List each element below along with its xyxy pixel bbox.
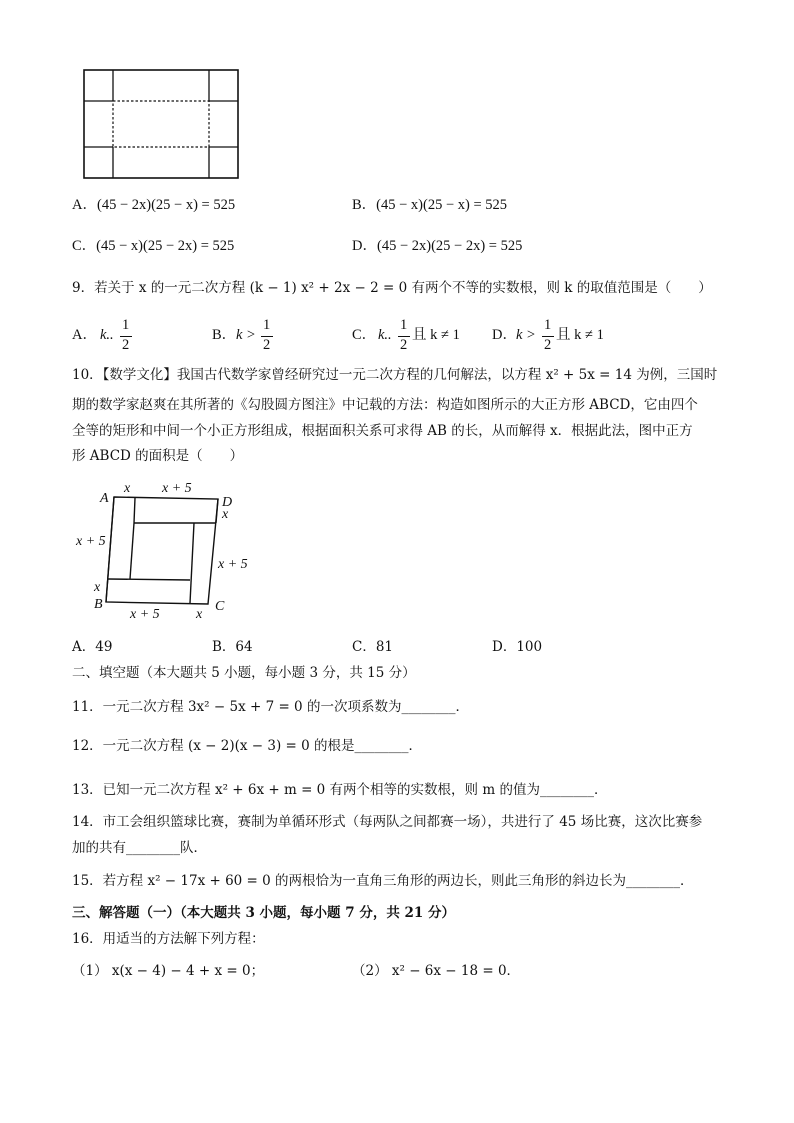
q10-option-c[interactable] [352,638,393,656]
label-xp5-bottom: x + 5 [130,607,160,622]
q10-line-2: 期的数学家赵爽在其所著的《勾股圆方图注》中记载的方法：构造如图所示的大正方形 ABCD，它由四个 [72,397,698,413]
option-relation: k.. [378,327,392,343]
label-x-bottom: x [196,607,203,622]
fraction-denominator: 2 [544,337,552,353]
label-x-top: x [124,481,131,496]
fraction-numerator: 1 [122,317,130,333]
option-value: 100 [516,639,543,655]
q10-line-4: 形 ABCD 的面积是（ ） [72,448,244,464]
option-label: C． [352,327,377,343]
q10-zhaoshuang-figure [72,478,262,626]
option-value: 81 [375,639,394,655]
vertex-a-label: A [100,491,109,506]
q10-option-b[interactable] [212,638,253,656]
option-condition: 且 k ≠ 1 [412,327,460,343]
vertex-c-label: C [215,599,225,614]
fraction-numerator: 1 [263,317,271,333]
q14-line-2: 加的共有________队． [72,840,207,856]
q15: 15．若方程 x² − 17x + 60 = 0 的两根恰为一直角三角形的两边长，则此三角形的斜边长为________． [72,873,694,889]
fraction-denominator: 2 [122,337,130,353]
option-label: A． [72,327,97,343]
label-x-right: x [222,507,229,522]
q13: 13．已知一元二次方程 x² + 6x + m = 0 有两个相等的实数根，则 m 的值为________． [72,782,608,798]
option-expr: (45 − x)(25 − x) = 525 [376,197,508,213]
q8-option-c[interactable] [72,237,234,255]
option-label: D． [492,327,517,343]
q8-option-b[interactable] [352,196,507,214]
option-label: C． [352,639,376,655]
label-xp5-top: x + 5 [162,481,192,496]
fraction-denominator: 2 [263,337,271,353]
option-expr: (45 − x)(25 − 2x) = 525 [96,238,235,254]
q8-option-a[interactable] [72,196,235,214]
label-x-left: x [94,580,101,595]
label-xp5-left: x + 5 [76,534,106,549]
q10-option-d[interactable] [492,638,542,656]
vertex-b-label: B [94,597,103,612]
q11: 11．一元二次方程 3x² − 5x + 7 = 0 的一次项系数为________． [72,699,469,715]
option-label: B． [352,197,377,213]
option-condition: 且 k ≠ 1 [556,327,604,343]
option-label: C． [72,238,97,254]
fraction-numerator: 1 [544,317,552,333]
option-relation: k > [516,327,536,343]
option-relation: k > [236,327,256,343]
option-value: 49 [95,639,113,655]
section-3-title: 三、解答题（一）（本大题共 3 小题，每小题 7 分，共 21 分） [72,905,456,921]
option-label: D． [352,238,377,254]
q12: 12．一元二次方程 (x − 2)(x − 3) = 0 的根是________． [72,738,423,754]
q10-line-3: 全等的矩形和中间一个小正方形组成，根据面积关系可求得 AB 的长，从而解得 x．根据此法，图中正方 [72,423,693,439]
q10-line-1: 10．【数学文化】我国古代数学家曾经研究过一元二次方程的几何解法，以方程 x² + 5x = 14 为例，三国时 [72,367,718,383]
option-expr: (45 − 2x)(25 − x) = 525 [96,197,236,213]
q16-part-2: （2） x² − 6x − 18 = 0． [352,963,521,979]
option-expr: (45 − 2x)(25 − 2x) = 525 [376,238,523,254]
label-xp5-right: x + 5 [218,557,248,572]
fraction-numerator: 1 [400,317,408,333]
option-value: 64 [235,639,253,655]
q14-line-1: 14．市工会组织篮球比赛，赛制为单循环形式（每两队之间都赛一场），共进行了 45 场比赛，这次比赛参 [72,814,703,830]
q9-stem: 9．若关于 x 的一元二次方程 (k − 1) x² + 2x − 2 = 0 有两个不等的实数根，则 k 的取值范围是（ ） [72,280,712,296]
q10-option-a[interactable] [72,638,112,656]
option-label: B． [212,327,237,343]
option-label: B． [212,639,236,655]
vertex-d-label: D [222,495,233,510]
fraction-denominator: 2 [400,337,408,353]
section-2-title: 二、填空题（本大题共 5 小题，每小题 3 分，共 15 分） [72,665,416,681]
q16-stem: 16．用适当的方法解下列方程： [72,931,265,947]
q8-option-d[interactable] [352,237,522,255]
option-label: A． [72,639,96,655]
q16-part-1: （1） x(x − 4) − 4 + x = 0； [72,963,265,979]
q8-box-figure [82,66,244,182]
option-label: D． [492,639,517,655]
option-label: A． [72,197,97,213]
option-relation: k.. [100,327,114,343]
